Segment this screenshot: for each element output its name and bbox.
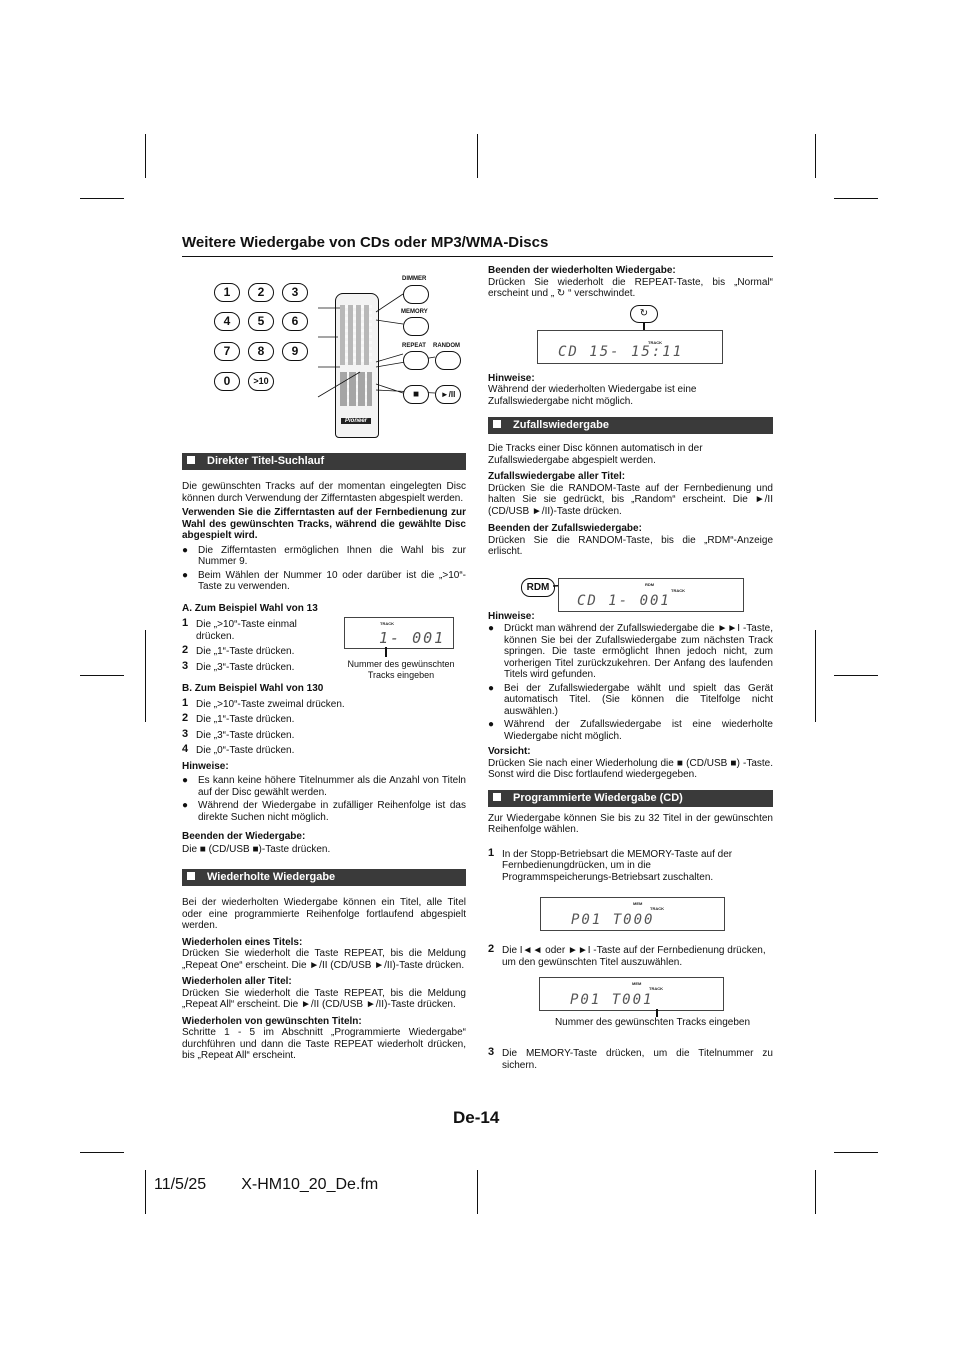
random-end-heading: Beenden der Zufallswiedergabe: (488, 523, 642, 534)
intro-text: Die gewünschten Tracks auf der momentan eingelegten Disc können durch Verwendung der Zifferntasten abgespielt werden. (182, 481, 466, 504)
repeat-end-heading: Beenden der wiederholten Wiedergabe: (488, 265, 676, 276)
footer: 11/5/25 X-HM10_20_De.fm (154, 1176, 379, 1193)
key-2: 2 (248, 283, 274, 302)
notes-heading: Hinweise: (182, 760, 229, 772)
step-item: 1 Die „>10“-Taste zweimal drücken. (182, 696, 345, 710)
key-5: 5 (248, 312, 274, 331)
lcd-display-random (558, 578, 744, 612)
pointer-line (385, 647, 387, 657)
bold-instruction: Verwenden Sie die Zifferntasten auf der Fernbedienung zur Wahl des gewünschten Tracks, während die gewählte Disc abgespielt wird. (182, 507, 466, 541)
repeat-one-heading: Wiederholen eines Titels: (182, 936, 303, 948)
track-indicator: TRACK (671, 588, 685, 593)
step-item: 1 Die „>10“-Taste einmal drücken. (182, 617, 297, 642)
caution-text: Drücken Sie nach einer Wiederholung die ■ (CD/USB ■) -Taste. Sonst wird die Disc fortlaufend wiedergegeben. (488, 757, 773, 780)
repeat-note: Während der wiederholten Wiedergabe ist eine Zufallswiedergabe nicht möglich. (488, 384, 697, 407)
random-all-heading: Zufallswiedergabe aller Titel: (488, 471, 626, 482)
step-item: 2 Die „1“-Taste drücken. (182, 712, 295, 725)
memory-label: MEMORY (401, 309, 428, 315)
lcd-display-repeat (537, 330, 723, 364)
crop-mark (145, 630, 146, 722)
notes-heading: Hinweise: (488, 610, 535, 622)
note-item: ● Bei der Zufallswiedergabe wählt und spielt das Gerät automatisch Titel. (Sie können die Titelfolge nicht auswählen.) (488, 683, 773, 718)
square-bullet-icon (187, 456, 195, 464)
caution-heading: Vorsicht: (488, 746, 531, 757)
random-all-text: Drücken Sie die RANDOM-Taste auf der Fernbedienung und halten Sie sie gedrückt, bis „Random“ erscheint. Die ►/II (CD/USB ►/II)-Taste drücken. (488, 482, 773, 517)
step-item: 3 Die MEMORY-Taste drücken, um die Titelnummer zu sichern. (488, 1046, 773, 1071)
repeat-button (403, 351, 429, 370)
page-title: Weitere Wiedergabe von CDs oder MP3/WMA-Discs (182, 234, 549, 251)
brand-logo: Pioneer (341, 418, 371, 424)
crop-mark (834, 675, 878, 676)
repeat-all-heading: Wiederholen aller Titel: (182, 976, 292, 987)
crop-mark (815, 1170, 816, 1214)
intro-text: Die Tracks einer Disc können automatisch in der Zufallswiedergabe abgespielt werden. (488, 443, 703, 466)
crop-mark (834, 1152, 878, 1153)
crop-mark (815, 134, 816, 178)
repeat-icon: ↻ (630, 305, 658, 323)
crop-mark (80, 675, 124, 676)
mem-indicator: MEM (632, 981, 642, 986)
section-header-repeat: Wiederholte Wiedergabe (182, 869, 466, 886)
lcd-display-a (344, 617, 454, 649)
key-7: 7 (214, 342, 240, 361)
bullet-item: ● Beim Wählen der Nummer 10 oder darüber ist die „>10“-Taste zu verwenden. (182, 570, 466, 593)
crop-mark (145, 1170, 146, 1214)
play-pause-icon: ►/II (435, 385, 461, 404)
memory-button (403, 317, 429, 336)
bullet-item: ● Die Zifferntasten ermöglichen Ihnen die Wahl bis zur Nummer 9. (182, 545, 466, 568)
step-item: 3 Die „3“-Taste drücken. (182, 659, 295, 673)
step-item: 3 Die „3“-Taste drücken. (182, 727, 295, 741)
stop-icon: ■ (403, 385, 429, 404)
square-bullet-icon (493, 793, 501, 801)
mem-indicator: MEM (633, 901, 643, 906)
lcd-display-program-2 (539, 977, 724, 1011)
crop-mark (477, 134, 478, 178)
lcd-caption: Nummer des gewünschten Tracks eingeben (347, 659, 455, 680)
key-8: 8 (248, 342, 274, 361)
step-item: 2 Die I◄◄ oder ►►I -Taste auf der Fernbedienung drücken, um den gewünschten Titel auszuwählen. (488, 943, 766, 968)
random-end-text: Drücken Sie die RANDOM-Taste, bis die „RDM“-Anzeige erlischt. (488, 534, 773, 557)
key-6: 6 (282, 312, 308, 331)
rdm-indicator: RDM (645, 582, 655, 587)
repeat-one-text: Drücken Sie wiederholt die Taste REPEAT, bis die Meldung „Repeat One“ erscheint. Die ►/II (CD/USB ►/II)-Taste drücken. (182, 948, 466, 971)
crop-mark (477, 1170, 478, 1214)
lcd-text: P01 T001 (570, 992, 654, 1008)
section-header-program: Programmierte Wiedergabe (CD) (488, 790, 773, 807)
repeat-selected-heading: Wiederholen von gewünschten Titeln: (182, 1015, 362, 1027)
note-item: ● Während der Zufallswiedergabe ist eine wiederholte Wiedergabe nicht möglich. (488, 719, 773, 742)
crop-mark (834, 198, 878, 199)
stop-heading: Beenden der Wiedergabe: (182, 831, 306, 842)
dimmer-button (403, 285, 429, 304)
section-header-random: Zufallswiedergabe (488, 417, 773, 434)
lcd-caption: Nummer des gewünschten Tracks eingeben (554, 1017, 751, 1028)
lcd-text: CD 1- 001 (577, 593, 671, 609)
key-1: 1 (214, 283, 240, 302)
lcd-text: P01 T000 (571, 912, 655, 928)
rdm-badge: RDM (521, 578, 555, 597)
repeat-selected-text: Schritte 1 - 5 im Abschnitt „Programmierte Wiedergabe“ durchführen und dann die Taste REPEAT wiederholt drücken, bis „Repeat All“ erscheint. (182, 1027, 466, 1061)
intro-text: Zur Wiedergabe können Sie bis zu 32 Titel in der gewünschten Reihenfolge wählen. (488, 812, 773, 835)
stop-text: Die ■ (CD/USB ■)-Taste drücken. (182, 843, 331, 855)
square-bullet-icon (187, 872, 195, 880)
pointer-line (656, 1009, 658, 1017)
key-4: 4 (214, 312, 240, 331)
leader-lines (210, 272, 472, 440)
square-bullet-icon (493, 420, 501, 428)
title-rule (182, 256, 773, 257)
note-item: ● Drückt man während der Zufallswiedergabe die ►►I -Taste, können Sie bei der Zufallswiedergabe zum nächsten Track springen. Die taste ermöglicht Ihnen jedoch nicht, zum vorherigen Titel zurückzukehren. Der Anfang des laufenden Titels wird gefunden. (488, 623, 773, 681)
step-item: 1 In der Stopp-Betriebsart die MEMORY-Taste auf der Fernbedienungdrücken, um in die Programmspeicherungs-Betriebsart zuschalten. (488, 846, 733, 883)
crop-mark (815, 630, 816, 722)
lcd-text: 1- 001 (379, 629, 446, 647)
crop-mark (80, 1152, 124, 1153)
right-column (488, 265, 773, 1075)
remote-illustration (210, 272, 472, 440)
note-item: ● Während der Wiedergabe in zufälliger Reihenfolge ist das direkte Suchen nicht möglich. (182, 800, 466, 823)
lcd-display-program-1 (540, 897, 725, 931)
key-0: 0 (214, 372, 240, 391)
key-9: 9 (282, 342, 308, 361)
track-indicator: TRACK (649, 986, 663, 991)
step-item: 4 Die „0“-Taste drücken. (182, 743, 295, 756)
left-column (182, 453, 466, 1065)
example-b-heading: B. Zum Beispiel Wahl von 130 (182, 683, 324, 694)
random-button (435, 351, 461, 370)
track-indicator: TRACK (380, 621, 394, 626)
step-item: 2 Die „1“-Taste drücken. (182, 644, 295, 657)
crop-mark (80, 198, 124, 199)
repeat-label: REPEAT (402, 343, 426, 349)
crop-mark (145, 134, 146, 178)
example-b-steps (182, 696, 466, 757)
example-a-steps (182, 619, 322, 673)
lcd-text: CD 15- 15:11 (558, 344, 684, 360)
key-gt10: >10 (248, 372, 274, 391)
section-header-direct-search: Direkter Titel-Suchlauf (182, 453, 466, 470)
dimmer-label: DIMMER (402, 276, 427, 282)
random-label: RANDOM (433, 343, 460, 349)
example-a-heading: A. Zum Beispiel Wahl von 13 (182, 602, 318, 614)
track-indicator: TRACK (648, 340, 662, 345)
repeat-all-text: Drücken Sie wiederholt die Taste REPEAT, bis die Meldung „Repeat All“ erscheint. Die ►/II (CD/USB ►/II)-Taste drücken. (182, 987, 466, 1010)
repeat-end-text: Drücken Sie wiederholt die REPEAT-Taste, bis „Normal“ erscheint und „ ↻ “ verschwindet. (488, 276, 773, 299)
key-3: 3 (282, 283, 308, 302)
note-item: ● Es kann keine höhere Titelnummer als die Anzahl von Titeln auf der Disc gewählt werden. (182, 775, 466, 798)
intro-text: Bei der wiederholten Wiedergabe können ein Titel, alle Titel oder eine programmierte Reihenfolge fortlaufend abgespielt werden. (182, 897, 466, 931)
notes-heading: Hinweise: (488, 372, 535, 384)
track-indicator: TRACK (650, 906, 664, 911)
page-number: De-14 (453, 1108, 500, 1127)
